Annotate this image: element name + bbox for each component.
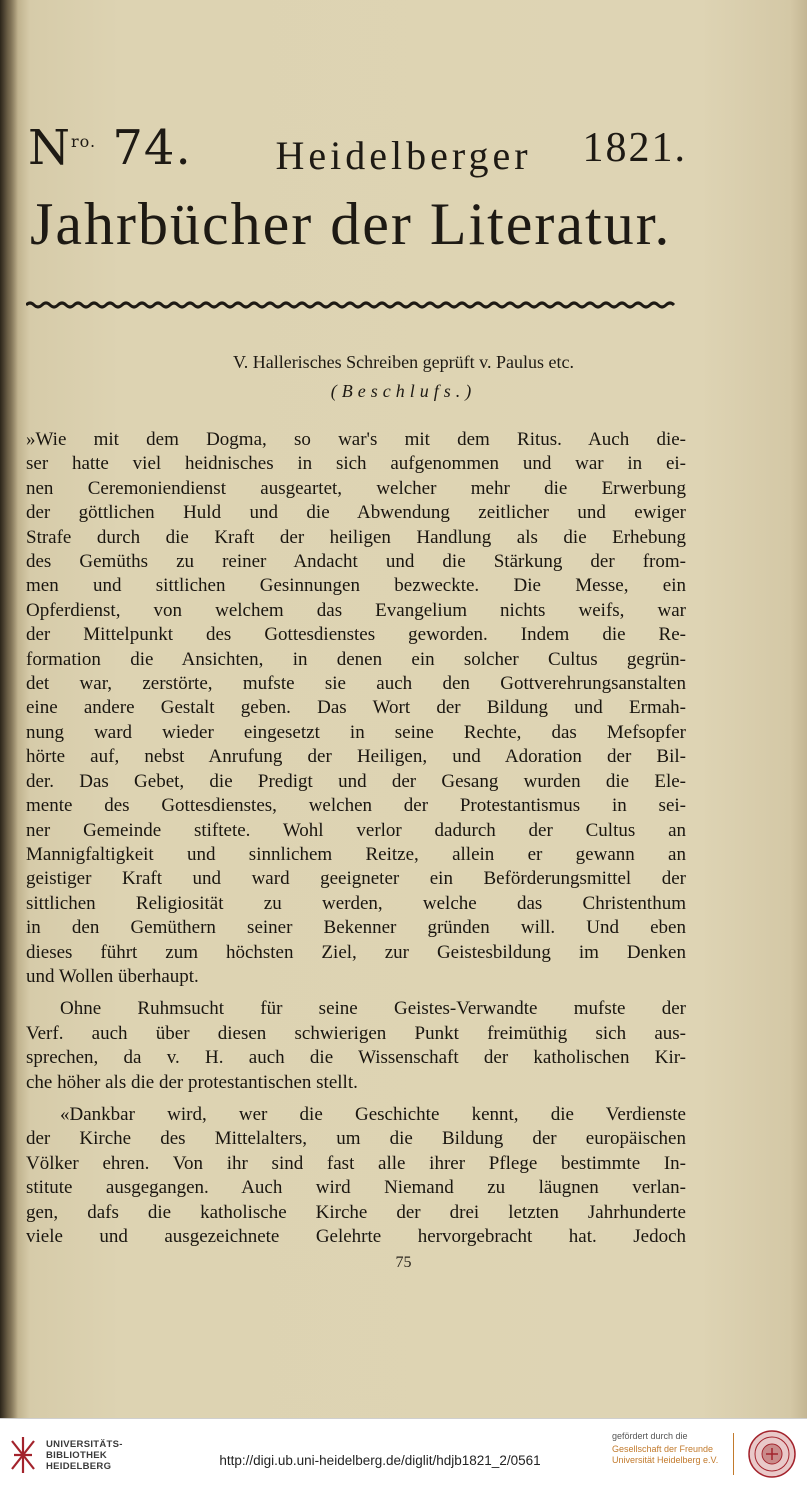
text-line: sprechen, da v. H. auch die Wissenschaft der katholischen Kir- [26, 1047, 686, 1069]
text-line: gen, dafs die katholische Kirche der drei letzten Jahrhunderte [26, 1201, 686, 1223]
library-name-line-3: HEIDELBERG [46, 1461, 112, 1472]
article-heading: V. Hallerisches Schreiben geprüft v. Paulus etc. [233, 352, 574, 372]
sponsor-credit [612, 1431, 742, 1466]
university-library-logo-icon [8, 1433, 38, 1475]
text-line: Verf. auch über diesen schwierigen Punkt freimüthig sich aus- [26, 1022, 686, 1044]
text-line: Strafe durch die Kraft der heiligen Handlung als die Erhebung [26, 526, 686, 548]
text-line: der Mittelpunkt des Gottesdienstes geworden. Indem die Re- [26, 624, 686, 646]
library-name-line-1: UNIVERSITÄTS- [46, 1439, 123, 1450]
paragraph-1 [26, 428, 686, 989]
university-seal-icon [747, 1429, 797, 1479]
text-line: Völker ehren. Von ihr sind fast alle ihrer Pflege bestimmte In- [26, 1152, 686, 1174]
footer-divider [733, 1433, 734, 1475]
issue-prefix: N [28, 120, 71, 176]
article-subheading: (Beschlufs.) [330, 381, 477, 401]
text-line: nen Ceremoniendienst ausgeartet, welcher mehr die Erwerbung [26, 477, 686, 499]
supported-by-label: gefördert durch die [612, 1431, 688, 1441]
issue-number-value: 74. [112, 120, 192, 176]
paragraph-3 [26, 1103, 686, 1249]
journal-title: Jahrbücher der Literatur. [30, 191, 672, 257]
text-line: Opferdienst, von welchem das Evangelium nichts weifs, war [26, 599, 686, 621]
text-line: formation die Ansichten, in denen ein solcher Cultus gegrün- [26, 648, 686, 670]
text-line: in den Gemüthern seiner Bekenner gründen will. Und eben [26, 917, 686, 939]
masthead [0, 0, 807, 320]
text-line: viele und ausgezeichnete Gelehrte hervorgebracht hat. Jedoch [26, 1226, 686, 1247]
permalink-url[interactable]: http://digi.ub.uni-heidelberg.de/diglit/hdjb1821_2/0561 [219, 1453, 541, 1468]
text-line: men und sittlichen Gesinnungen bezweckte. Die Messe, ein [26, 575, 686, 597]
text-line: ser hatte viel heidnisches in sich aufgenommen und war in ei- [26, 453, 686, 475]
text-line: der Kirche des Mittelalters, um die Bildung der europäischen [26, 1128, 686, 1150]
library-name-line-2: BIBLIOTHEK [46, 1450, 108, 1461]
viewer-footer [0, 1418, 807, 1489]
text-line: nung ward wieder eingesetzt in seine Rechte, das Mefsopfer [26, 721, 686, 743]
journal-city: Heidelberger [275, 133, 532, 178]
text-line: des Gemüths zu reiner Andacht und die Stärkung der from- [26, 551, 686, 573]
text-line: Ohne Ruhmsucht für seine Geistes-Verwandte mufste der [60, 998, 686, 1020]
text-line: stitute ausgegangen. Auch wird Niemand zu läugnen verlan- [26, 1177, 686, 1199]
article-body [26, 428, 686, 1249]
text-line: eine andere Gestalt geben. Das Wort der Bildung und Ermah- [26, 697, 686, 719]
text-line: «Dankbar wird, wer die Geschichte kennt, die Verdienste [60, 1103, 686, 1125]
text-line: hörte auf, nebst Anrufung der Heiligen, und Adoration der Bil- [26, 746, 686, 768]
university-library-name [46, 1439, 123, 1472]
journal-year: 1821. [582, 125, 687, 171]
text-line: geistiger Kraft und ward geeigneter ein Beförderungsmittel der [26, 868, 686, 890]
page-number: 75 [395, 1254, 412, 1271]
text-line: ner Gemeinde stiftete. Wohl verlor dadurch der Cultus an [26, 819, 686, 841]
text-line: che höher als die der protestantischen stellt. [26, 1071, 358, 1093]
text-line: dieses führt zum höchsten Ziel, zur Geistesbildung im Denken [26, 941, 686, 963]
text-line: »Wie mit dem Dogma, so war's mit dem Ritus. Auch die- [26, 429, 686, 450]
paragraph-2 [26, 997, 686, 1095]
text-line: der göttlichen Huld und die Abwendung zeitlicher und ewiger [26, 502, 686, 524]
society-name-line-1: Gesellschaft der Freunde [612, 1444, 714, 1454]
text-line: Mannigfaltigkeit und sinnlichem Reitze, allein er gewann an [26, 843, 686, 865]
text-line: det war, zerstörte, mufste sie auch den Gottverehrungsanstalten [26, 673, 686, 695]
issue-prefix-sup: ro. [71, 132, 97, 151]
text-line: und Wollen überhaupt. [26, 965, 199, 987]
text-line: der. Das Gebet, die Predigt und der Gesang wurden die Ele- [26, 770, 686, 792]
text-line: mente des Gottesdienstes, welchen der Protestantismus in sei- [26, 795, 686, 817]
text-line: sittlichen Religiosität zu werden, welche das Christenthum [26, 892, 686, 914]
ornamental-rule [26, 300, 676, 310]
society-name-line-2: Universität Heidelberg e.V. [612, 1455, 719, 1465]
